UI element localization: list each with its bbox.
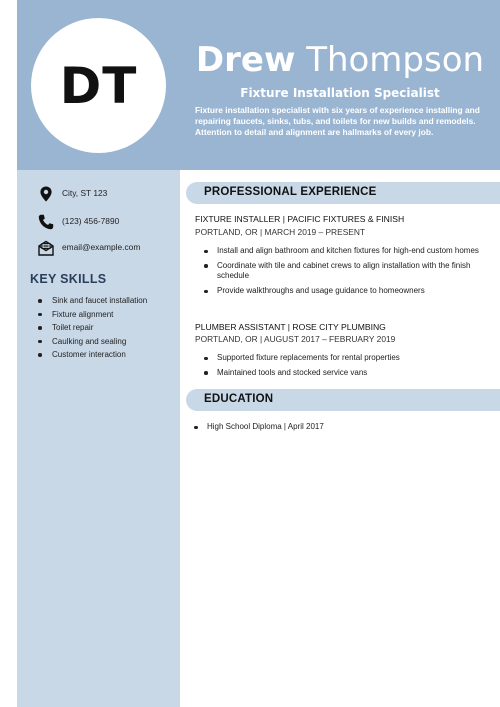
job-meta: PORTLAND, OR | MARCH 2019 – PRESENT [195, 227, 366, 237]
list-item: High School Diploma | April 2017 [193, 422, 478, 433]
job-heading: PLUMBER ASSISTANT | ROSE CITY PLUMBING [195, 322, 386, 332]
list-item: Install and align bathroom and kitchen fixtures for high-end custom homes [203, 246, 488, 257]
experience-heading: PROFESSIONAL EXPERIENCE [204, 186, 377, 198]
list-item: Caulking and sealing [38, 337, 147, 351]
contact-phone-text: (123) 456-7890 [62, 216, 120, 226]
list-item: Sink and faucet installation [38, 296, 147, 310]
phone-icon [37, 213, 55, 231]
list-item: Provide walkthroughs and usage guidance to homeowners [203, 286, 488, 297]
list-item: Supported fixture replacements for rental properties [203, 353, 488, 364]
list-item: Toilet repair [38, 323, 147, 337]
header-band [180, 0, 500, 170]
list-item: Coordinate with tile and cabinet crews to align installation with the finish schedule [203, 261, 488, 282]
education-section-bar [186, 389, 500, 411]
list-item: Fixture alignment [38, 310, 147, 324]
candidate-name [180, 40, 500, 80]
education-list [193, 422, 478, 437]
location-pin-icon [37, 185, 55, 203]
job-bullets [203, 246, 488, 301]
job-bullets [203, 353, 488, 383]
contact-location-text: City, ST 123 [62, 188, 108, 198]
skills-heading: KEY SKILLS [30, 272, 107, 286]
contact-email-text: email@example.com [62, 242, 141, 252]
list-item: Maintained tools and stocked service vans [203, 368, 488, 379]
last-name: Thompson [306, 40, 485, 80]
first-name: Drew [195, 40, 296, 80]
job-heading: FIXTURE INSTALLER | PACIFIC FIXTURES & FINISH [195, 214, 405, 224]
job-meta: PORTLAND, OR | AUGUST 2017 – FEBRUARY 2019 [195, 334, 396, 344]
job-title: Fixture Installation Specialist [240, 86, 440, 100]
experience-section-bar [186, 182, 500, 204]
list-item: Customer interaction [38, 350, 147, 364]
monogram-circle [31, 18, 166, 153]
envelope-icon [37, 239, 55, 257]
skills-list [38, 296, 147, 364]
education-heading: EDUCATION [204, 393, 274, 405]
summary-text: Fixture installation specialist with six years of experience installing and repairing faucets, sinks, tubs, and toilets for new builds and remodels. Attention to detail and alignment are hallmarks of every job. [195, 105, 480, 137]
monogram-text: DT [59, 56, 138, 115]
